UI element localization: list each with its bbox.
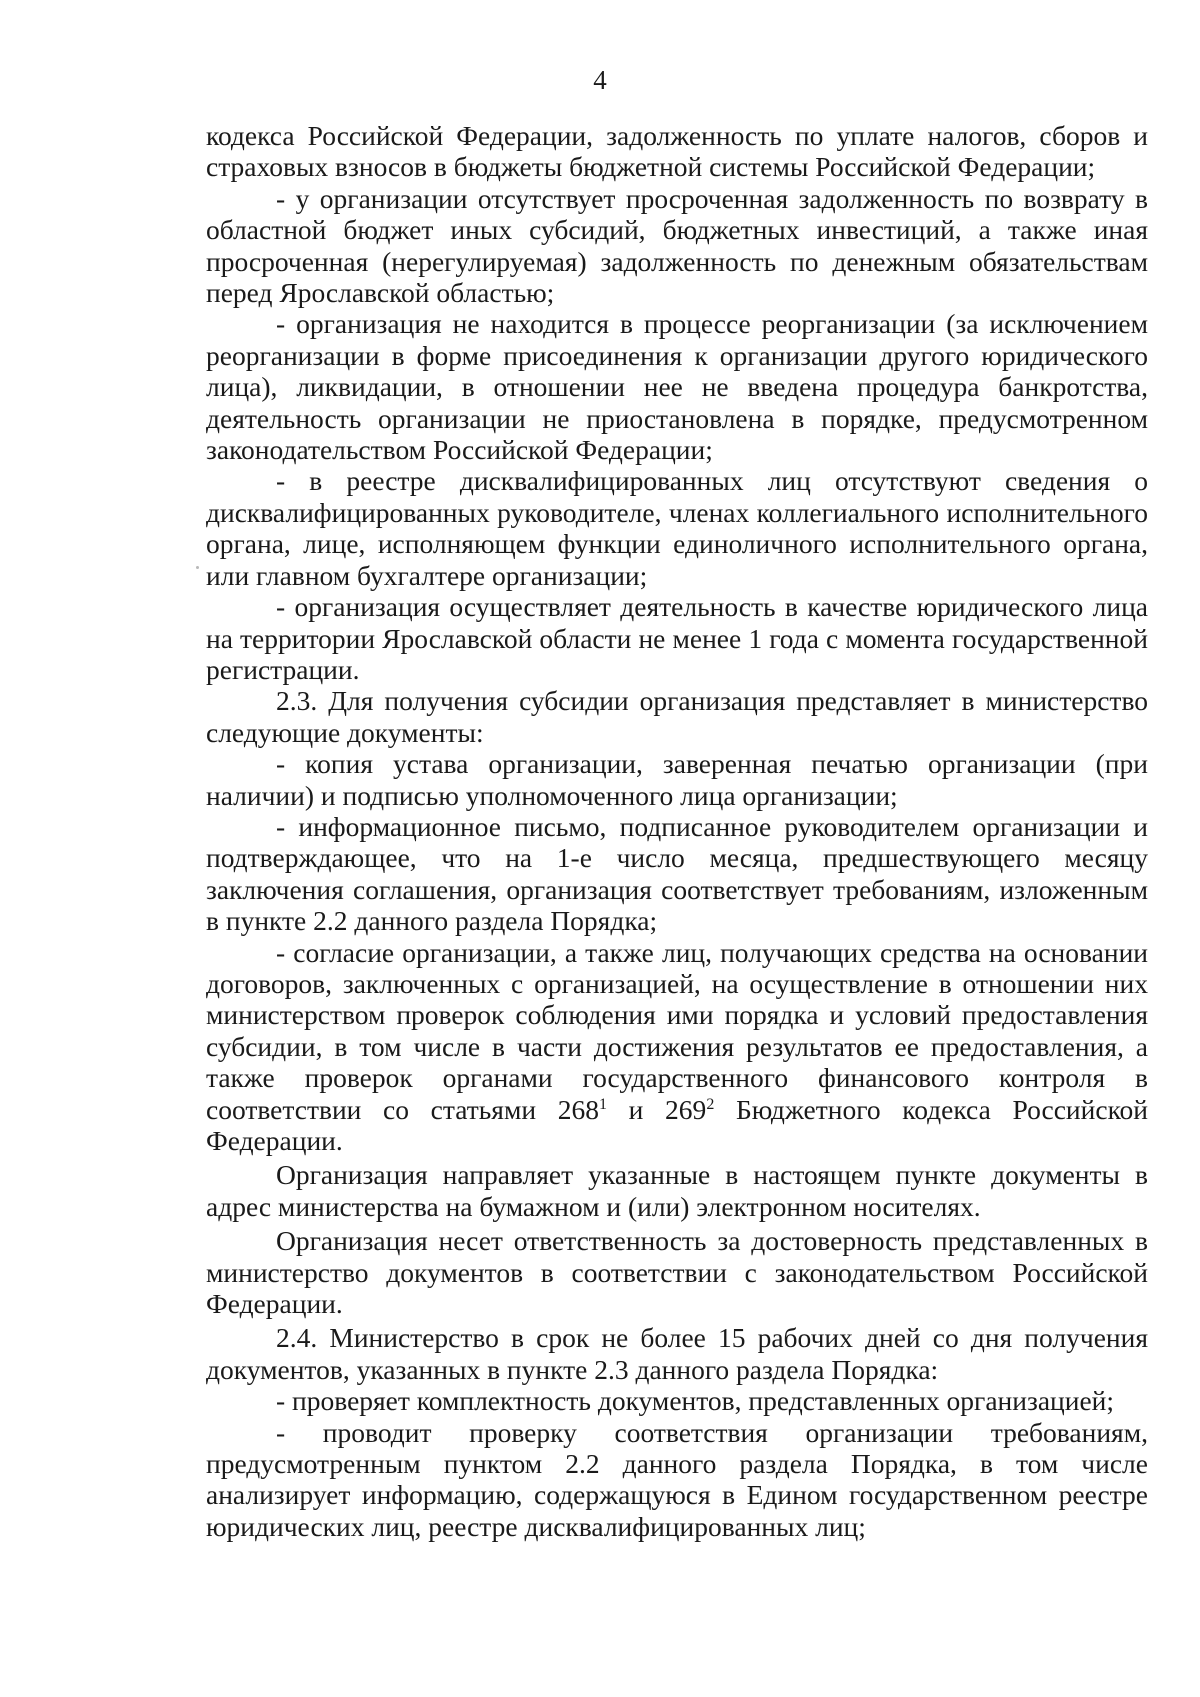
paragraph-continuation: кодекса Российской Федерации, задолженность по уплате налогов, сборов и страховых взносов в бюджеты бюджетной системы Российской Федерации; <box>206 120 1148 183</box>
paragraph-section-2-3: 2.3. Для получения субсидии организация представляет в министерство следующие документы: <box>206 685 1148 748</box>
paragraph-section-2-4: 2.4. Министерство в срок не более 15 рабочих дней со дня получения документов, указанных в пункте 2.3 данного раздела Порядка: <box>206 1322 1148 1385</box>
paragraph-responsibility: Организация несет ответственность за достоверность представленных в министерство документов в соответствии с законодательством Российской Федерации. <box>206 1225 1148 1320</box>
paragraph-charter-copy: - копия устава организации, заверенная печатью организации (при наличии) и подписью уполномоченного лица организации; <box>206 748 1148 811</box>
scan-artifact-dot <box>196 566 199 569</box>
page-number: 4 <box>593 65 607 95</box>
paragraph-documents-delivery: Организация направляет указанные в настоящем пункте документы в адрес министерства на бумажном и (или) электронном носителях. <box>206 1159 1148 1222</box>
superscript-1: 1 <box>599 1095 607 1113</box>
paragraph-compliance-check: - проводит проверку соответствия организации требованиям, предусмотренным пунктом 2.2 данного раздела Порядка, в том числе анализирует информацию, содержащуюся в Едином государственном реестре юридических лиц, реестре дисквалифицированных лиц; <box>206 1416 1148 1542</box>
consent-text-mid: и 269 <box>607 1093 707 1125</box>
superscript-2: 2 <box>706 1095 715 1113</box>
document-body <box>206 120 1148 1542</box>
paragraph-completeness-check: - проверяет комплектность документов, представленных организацией; <box>276 1385 1115 1417</box>
consent-text-before: - согласие организации, а также лиц, получающих средства на основании договоров, заключенных с организацией, на осуществление в отношении них министерством проверок соблюдения ими порядка и условий предоставления субсидии, в том числе в части достижения результатов ее предоставления, а также проверок органами государственного финансового контроля в соответствии со статьями 268 <box>206 936 1148 1125</box>
paragraph-consent <box>206 937 1148 1157</box>
paragraph-no-debt-to-budget: - у организации отсутствует просроченная задолженность по возврату в областной бюджет иных субсидий, бюджетных инвестиций, а также иная просроченная (нерегулируемая) задолженность по денежным обязательствам перед Ярославской областью; <box>206 182 1148 309</box>
paragraph-no-reorganization: - организация не находится в процессе реорганизации (за исключением реорганизации в форме присоединения к организации другого юридического лица), ликвидации, в отношении нее не введена процедура банкротства, деятельность организации не приостановлена в порядке, предусмотренном законодательством Российской Федерации; <box>206 308 1148 466</box>
paragraph-activity-duration: - организация осуществляет деятельность в качестве юридического лица на территории Ярославской области не менее 1 года с момента государственной регистрации. <box>206 591 1148 685</box>
paragraph-disqualified-register: - в реестре дисквалифицированных лиц отсутствуют сведения о дисквалифицированных руководителе, членах коллегиального исполнительного органа, лице, исполняющем функции единоличного исполнительного органа, или главном бухгалтере организации; <box>206 465 1148 591</box>
paragraph-info-letter: - информационное письмо, подписанное руководителем организации и подтверждающее, что на 1-е число месяца, предшествующего месяцу заключения соглашения, организация соответствует требованиям, изложенным в пункте 2.2 данного раздела Порядка; <box>206 810 1148 937</box>
consent-text-after: Бюджетного кодекса Российской Федерации. <box>206 1093 1148 1156</box>
